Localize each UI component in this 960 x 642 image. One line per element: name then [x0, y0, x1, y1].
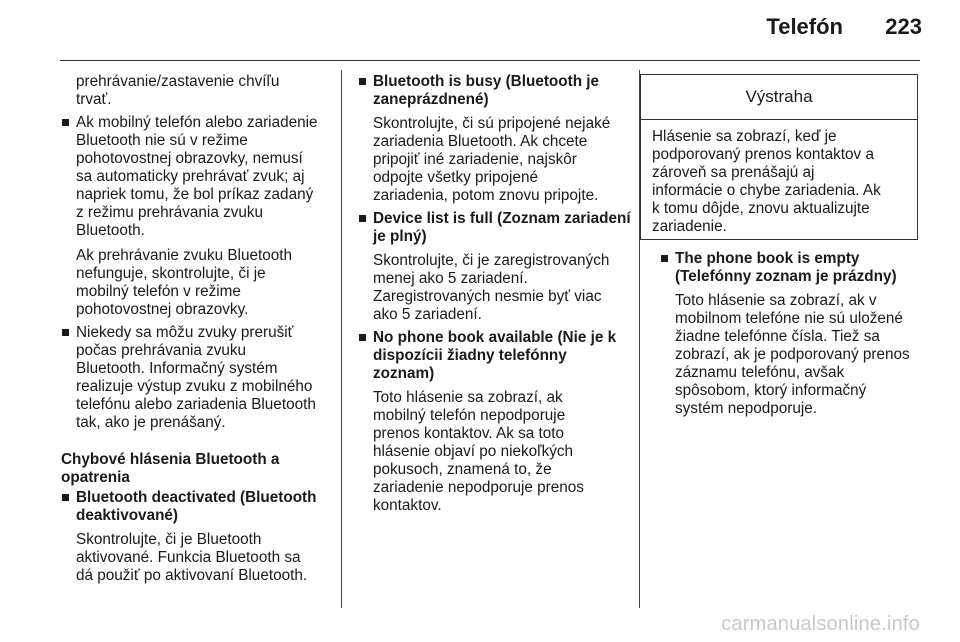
- list-item: Ak mobilný telefón alebo zariadenie Bluetooth nie sú v režime pohotovostnej obrazovky, nemusí sa automaticky prehrávať zvuk; aj napriek tomu, že bol príkaz zadaný z režimu prehrávania zvuku Bluetooth.: [61, 114, 336, 240]
- error-body: Skontrolujte, či sú pripojené nejaké zariadenia Bluetooth. Ak chcete pripojiť iné zariadenie, najskôr odpojte všetky pripojené zariadenia, potom znovu pripojte.: [373, 115, 611, 204]
- continued-text: prehrávanie/zastavenie chvíľu trvať.: [76, 73, 280, 108]
- square-bullet-icon: [62, 329, 69, 336]
- section-heading: Chybové hlásenia Bluetooth a opatrenia: [61, 451, 280, 486]
- error-heading-device-list-full: Device list is full (Zoznam zariadení je plný): [358, 210, 636, 246]
- warning-box: [640, 74, 918, 240]
- error-body: Toto hlásenie sa zobrazí, ak mobilný telefón nepodporuje prenos kontaktov. Ak sa toto hlásenie objaví po niekoľkých pokusoch, znamená to, že zariadenie nepodporuje prenos kontaktov.: [373, 389, 584, 514]
- watermark: carmanualsonline.info: [721, 613, 920, 635]
- error-heading-bluetooth-deactivated: Bluetooth deactivated (Bluetooth deaktivované): [61, 489, 336, 525]
- square-bullet-icon: [62, 494, 69, 501]
- square-bullet-icon: [661, 255, 668, 262]
- list-item-note: Ak prehrávanie zvuku Bluetooth nefunguje, skontrolujte, či je mobilný telefón v režime pohotovostnej obrazovky.: [76, 247, 292, 318]
- square-bullet-icon: [359, 215, 366, 222]
- warning-title: Výstraha: [641, 75, 917, 120]
- page-number: 223: [885, 14, 922, 39]
- header-divider: [60, 60, 920, 61]
- column-1: [61, 73, 336, 585]
- square-bullet-icon: [359, 334, 366, 341]
- warning-body: Hlásenie sa zobrazí, keď je podporovaný prenos kontaktov a zároveň sa prenášajú aj informácie o chybe zariadenia. Ak k tomu dôjde, znovu aktualizujte zariadenie.: [652, 128, 881, 235]
- error-heading-phone-book-empty: The phone book is empty (Telefónny zoznam je prázdny): [660, 250, 922, 286]
- square-bullet-icon: [62, 119, 69, 126]
- error-heading-bluetooth-busy: Bluetooth is busy (Bluetooth je zaneprázdnené): [358, 73, 636, 109]
- column-divider-1: [341, 70, 342, 608]
- page-header-title: Telefón: [766, 14, 843, 39]
- list-item: Niekedy sa môžu zvuky prerušiť počas prehrávania zvuku Bluetooth. Informačný systém realizuje výstup zvuku z mobilného telefónu alebo zariadenia Bluetooth tak, ako je prenášaný.: [61, 324, 336, 432]
- column-3: [660, 250, 922, 418]
- error-body: Skontrolujte, či je zaregistrovaných menej ako 5 zariadení. Zaregistrovaných nesmie byť viac ako 5 zariadení.: [373, 252, 610, 323]
- square-bullet-icon: [359, 78, 366, 85]
- column-2: [358, 73, 636, 515]
- error-body: Toto hlásenie sa zobrazí, ak v mobilnom telefóne nie sú uložené žiadne telefónne čísla. Tiež sa zobrazí, ak je podporovaný prenos záznamu telefónu, avšak spôsobom, ktorý informačný systém nepodporuje.: [675, 292, 910, 417]
- error-body: Skontrolujte, či je Bluetooth aktivované. Funkcia Bluetooth sa dá použiť po aktivovaní Bluetooth.: [76, 531, 308, 584]
- error-heading-no-phone-book: No phone book available (Nie je k dispozícii žiadny telefónny zoznam): [358, 329, 636, 383]
